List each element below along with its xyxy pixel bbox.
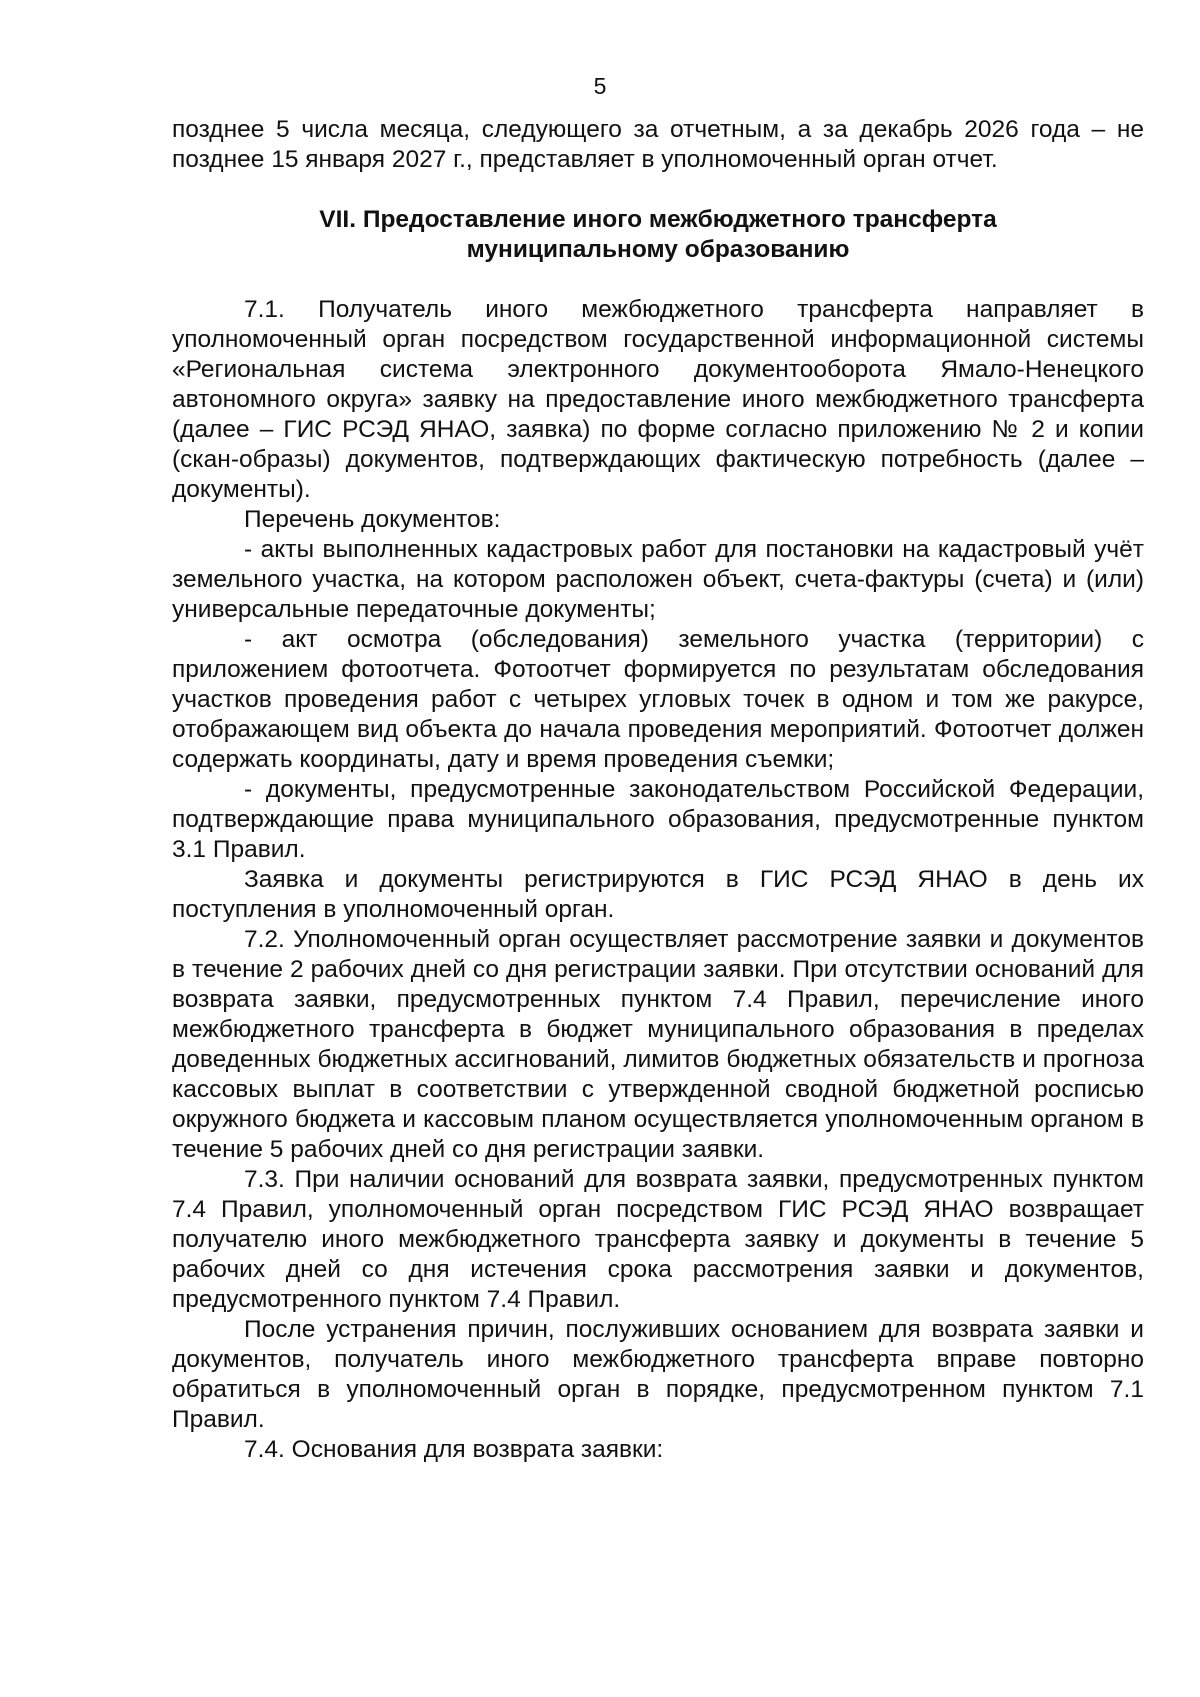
paragraph-7-3: 7.3. При наличии оснований для возврата заявки, предусмотренных пунктом 7.4 Правил, уполномоченный орган посредством ГИС РСЭД ЯНАО возвращает получателю иного межбюджетного трансферта заявку и документы в течение 5 рабочих дней со дня истечения срока рассмотрения заявки и документов, предусмотренного пунктом 7.4 Правил. bbox=[172, 1166, 1144, 1313]
page-number: 5 bbox=[593, 73, 607, 99]
list-item-cadastral-acts: - акты выполненных кадастровых работ для постановки на кадастровый учёт земельного участка, на котором расположен объект, счета-фактуры (счета) и (или) универсальные передаточные документы; bbox=[172, 536, 1144, 623]
list-item-rights-documents: - документы, предусмотренные законодательством Российской Федерации, подтверждающие права муниципального образования, предусмотренные пунктом 3.1 Правил. bbox=[172, 776, 1144, 863]
section-title bbox=[172, 205, 1144, 265]
section-title-line-2: муниципальному образованию bbox=[466, 236, 850, 263]
section-title-line-1: VII. Предоставление иного межбюджетного трансферта bbox=[319, 206, 997, 233]
documents-list-heading: Перечень документов: bbox=[244, 506, 501, 533]
document-body bbox=[172, 115, 1144, 1465]
registration-paragraph: Заявка и документы регистрируются в ГИС РСЭД ЯНАО в день их поступления в уполномоченный орган. bbox=[172, 866, 1144, 923]
resubmission-paragraph: После устранения причин, послуживших основанием для возврата заявки и документов, получатель иного межбюджетного трансферта вправе повторно обратиться в уполномоченный орган в порядке, предусмотренном пунктом 7.1 Правил. bbox=[172, 1316, 1144, 1433]
paragraph-7-4: 7.4. Основания для возврата заявки: bbox=[244, 1436, 664, 1463]
list-item-inspection-act: - акт осмотра (обследования) земельного участка (территории) с приложением фотоотчета. Фотоотчет формируется по результатам обследования участков проведения работ с четырех угловых точек в одном и том же ракурсе, отображающем вид объекта до начала проведения мероприятий. Фотоотчет должен содержать координаты, дату и время проведения съемки; bbox=[172, 626, 1144, 773]
intro-paragraph: позднее 5 числа месяца, следующего за отчетным, а за декабрь 2026 года – не позднее 15 января 2027 г., представляет в уполномоченный орган отчет. bbox=[172, 116, 1144, 173]
paragraph-7-1: 7.1. Получатель иного межбюджетного трансферта направляет в уполномоченный орган посредством государственной информационной системы «Региональная система электронного документооборота Ямало-Ненецкого автономного округа» заявку на предоставление иного межбюджетного трансферта (далее – ГИС РСЭД ЯНАО, заявка) по форме согласно приложению № 2 и копии (скан-образы) документов, подтверждающих фактическую потребность (далее – документы). bbox=[172, 296, 1144, 503]
paragraph-7-2: 7.2. Уполномоченный орган осуществляет рассмотрение заявки и документов в течение 2 рабочих дней со дня регистрации заявки. При отсутствии оснований для возврата заявки, предусмотренных пунктом 7.4 Правил, перечисление иного межбюджетного трансферта в бюджет муниципального образования в пределах доведенных бюджетных ассигнований, лимитов бюджетных обязательств и прогноза кассовых выплат в соответствии с утвержденной сводной бюджетной росписью окружного бюджета и кассовым планом осуществляется уполномоченным органом в течение 5 рабочих дней со дня регистрации заявки. bbox=[172, 926, 1144, 1163]
